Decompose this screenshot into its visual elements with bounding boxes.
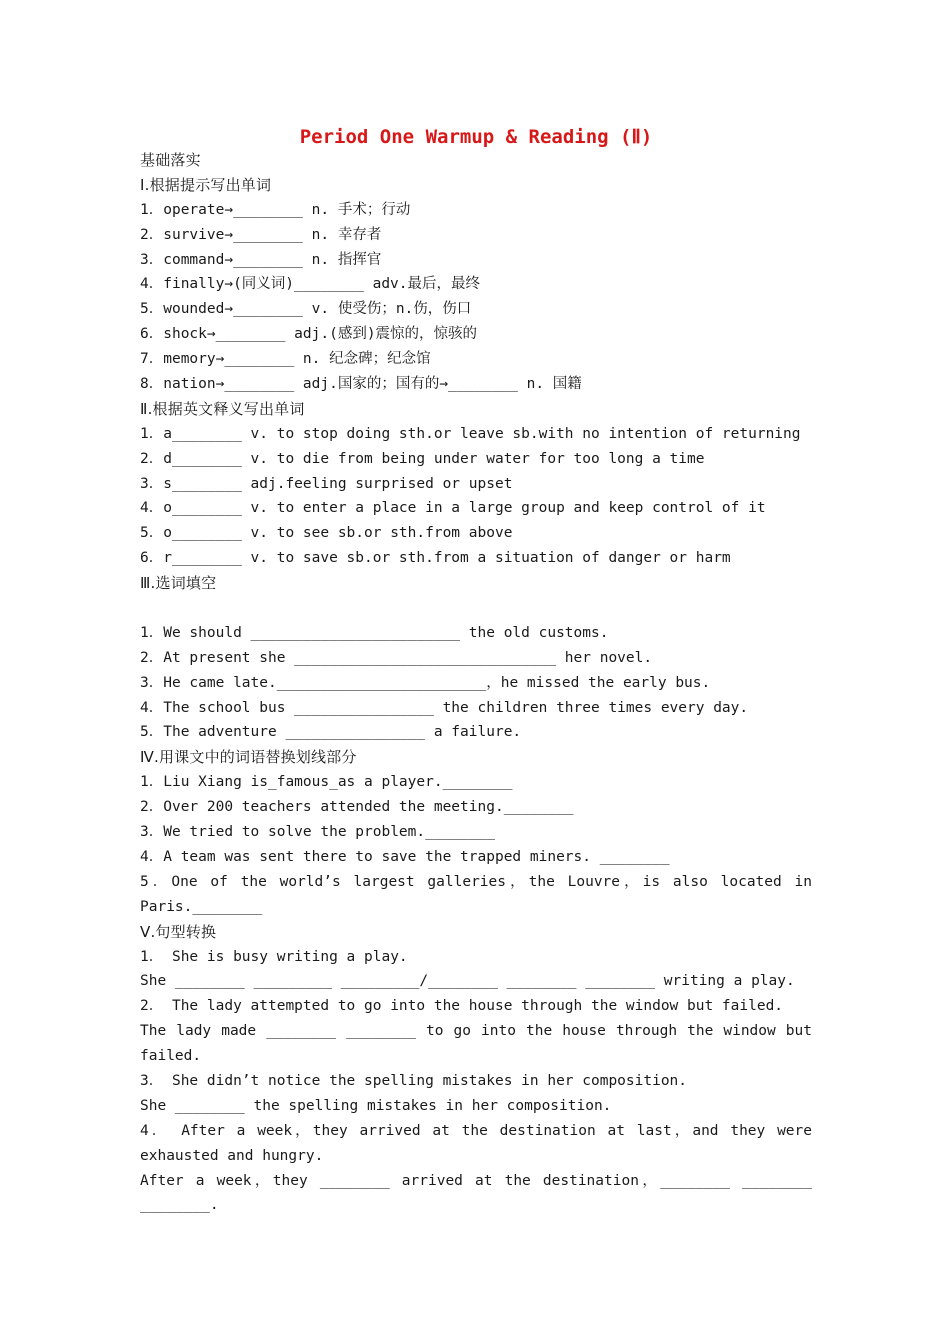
s5-answer-3: She ________ the spelling mistakes in her composition. [140,1097,612,1114]
s2-item-6: 6．r________ v. to save sb.or sth.from a situation of danger or harm [140,550,731,567]
s3-item-1: 1．We should ________________________ the old customs. [140,624,609,641]
s1-item-4: 4．finally→(同义词)________ adv.最后，最终 [140,276,481,293]
s2-item-1: 1．a________ v. to stop doing sth.or leave sb.with no intention of returning [140,425,801,442]
s4-item-5-line-2: Paris.________ [140,898,263,915]
s3-item-3: 3．He came late.________________________，he missed the early bus. [140,674,711,691]
s4-item-1: 1．Liu Xiang is_famous_as a player.________ [140,774,513,791]
section-3-heading: Ⅲ.选词填空 [140,574,217,593]
s3-item-5: 5．The adventure ________________ a failure. [140,724,522,741]
s4-item-4: 4．A team was sent there to save the trapped miners. ________ [140,848,670,865]
s5-answer-2-line-2: failed. [140,1048,202,1065]
section-4-heading: Ⅳ.用课文中的词语替换划线部分 [140,748,357,767]
s4-item-3: 3．We tried to solve the problem.________ [140,824,495,841]
s1-item-3: 3．command→________ n. 指挥官 [140,251,382,268]
page-title: Period One Warmup & Reading (Ⅱ) [299,126,653,148]
s5-question-4-line-2: exhausted and hungry. [140,1147,324,1164]
s2-item-5: 5．o________ v. to see sb.or sth.from above [140,525,513,542]
s2-item-4: 4．o________ v. to enter a place in a large group and keep control of it [140,500,766,517]
s1-item-5: 5．wounded→________ v. 使受伤；n.伤，伤口 [140,301,472,318]
s1-item-2: 2．survive→________ n. 幸存者 [140,226,382,243]
section-header: 基础落实 [140,151,201,169]
worksheet-body [140,148,812,1218]
s4-item-5-line-1: 5．One of the world’s largest galleries，the Louvre，is also located in [140,873,812,890]
section-1-heading: Ⅰ.根据提示写出单词 [140,175,272,194]
s5-question-2: 2． The lady attempted to go into the house through the window but failed. [140,998,784,1015]
s4-item-2: 2．Over 200 teachers attended the meeting.________ [140,799,574,816]
spacer [140,596,812,621]
s1-item-1: 1．operate→________ n. 手术；行动 [140,201,411,218]
s5-question-4-line-1: 4． After a week，they arrived at the destination at last，and they were [140,1122,812,1139]
s1-item-6: 6．shock→________ adj.(感到)震惊的，惊骇的 [140,326,478,343]
s1-item-7: 7．memory→________ n. 纪念碑；纪念馆 [140,351,431,368]
section-2-heading: Ⅱ.根据英文释义写出单词 [140,399,305,418]
s5-answer-4-line-2: ________. [140,1197,219,1214]
s5-question-1: 1． She is busy writing a play. [140,948,408,965]
s5-answer-1: She ________ _________ _________/________ ________ ________ writing a play. [140,973,795,990]
s1-item-8: 8．nation→________ adj.国家的；国有的→________ n. 国籍 [140,376,582,393]
s5-answer-2-line-1: The lady made ________ ________ to go into the house through the window but [140,1023,812,1040]
s5-answer-4-line-1: After a week，they ________ arrived at the destination，________ ________ [140,1172,812,1189]
s3-item-4: 4．The school bus ________________ the children three times every day. [140,699,749,716]
section-5-heading: Ⅴ.句型转换 [140,922,217,941]
s2-item-2: 2．d________ v. to die from being under water for too long a time [140,450,705,467]
s3-item-2: 2．At present she ______________________________ her novel. [140,649,653,666]
s2-item-3: 3．s________ adj.feeling surprised or upset [140,475,513,492]
s5-question-3: 3． She didn’t notice the spelling mistakes in her composition. [140,1072,688,1089]
